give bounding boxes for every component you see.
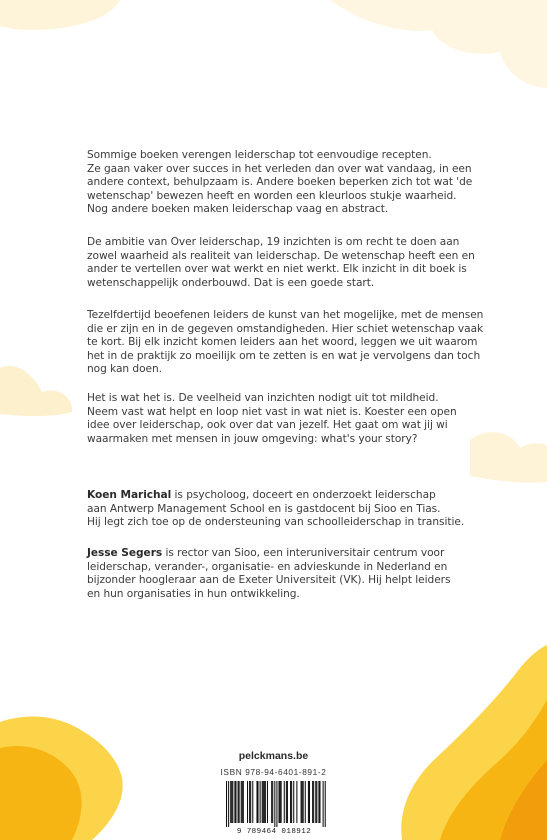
barcode-bar bbox=[264, 781, 265, 823]
blurb-paragraph-1: Sommige boeken verengen leiderschap tot eenvoudige recepten. Ze gaan vaker over succes in het verleden dan over wat vandaag, in een andere context, behulpzaam is. Andere boeken beperken zich tot wat 'de wetenschap' bewezen heeft en worden een kleurloos stukje waarheid. Nog andere boeken maken leiderschap vaag en abstract. bbox=[87, 149, 473, 216]
barcode-bar bbox=[231, 781, 232, 823]
barcode-bar bbox=[272, 781, 273, 823]
author-bio-text: is psycholoog, doceert en onderzoekt leiderschap aan Antwerp Management School en is gastdocent bij Sioo en Tias. Hij legt zich toe op de ondersteuning van schoolleiderschap in transitie. bbox=[87, 489, 465, 529]
barcode-bar bbox=[301, 781, 302, 823]
barcode-bar bbox=[284, 781, 285, 823]
author-bio-text: is rector van Sioo, een interuniversitair centrum voor leiderschap, verander-, organisatie- en advieskunde in Nederland en bijzonder hoogleraar aan de Exeter Universiteit (VK). Hij helpt leiders en hun organisaties in hun ontwikkeling. bbox=[87, 547, 451, 600]
barcode-bar bbox=[312, 781, 313, 823]
barcode-bar bbox=[323, 781, 324, 827]
barcode-bar bbox=[258, 781, 259, 823]
blurb-paragraph-4: Het is wat het is. De veelheid van inzichten nodigt uit tot mildheid. Neem vast wat helpt en loop niet vast in wat niet is. Koester een open idee over leiderschap, ook over dat van jezelf. Het gaat om wat jij wi waarmaken met mensen in jouw omgeving: what's your story? bbox=[87, 392, 457, 445]
barcode-bar bbox=[316, 781, 317, 823]
barcode-bar bbox=[325, 781, 326, 827]
barcode-bar bbox=[228, 781, 229, 827]
cloud-top-right bbox=[330, 0, 547, 88]
barcode-bar bbox=[243, 781, 244, 823]
barcode-bar bbox=[293, 781, 294, 823]
barcode-bar bbox=[265, 781, 266, 823]
blurb-paragraph-2: De ambitie van Over leiderschap, 19 inzichten is om recht te doen aan zowel waarheid als realiteit van leiderschap. De wetenschap heeft een en ander te vertellen over wat werkt en niet werkt. Elk inzicht in dit boek is wetenschappelijk onderbouwd. Dat is een goede start. bbox=[87, 236, 475, 289]
cloud-mid-left bbox=[0, 366, 72, 416]
barcode-bar bbox=[252, 781, 253, 823]
author-bio-jesse bbox=[87, 547, 487, 601]
barcode-bar bbox=[226, 781, 227, 827]
barcode-bar bbox=[319, 781, 320, 823]
barcode-bar bbox=[249, 781, 250, 823]
barcode-bar bbox=[279, 781, 280, 823]
barcode-bar bbox=[296, 781, 297, 823]
barcode-bar bbox=[291, 781, 292, 823]
cloud-top-left bbox=[0, 0, 120, 30]
barcode-bar bbox=[290, 781, 291, 823]
barcode-digits: 9 789464 018912 bbox=[236, 828, 312, 835]
barcode-bar bbox=[313, 781, 314, 823]
barcode-bar bbox=[267, 781, 268, 823]
barcode-bar bbox=[241, 781, 242, 823]
barcode-bar bbox=[286, 781, 287, 823]
author-name: Jesse Segers bbox=[87, 547, 163, 559]
barcode-bar bbox=[235, 781, 236, 823]
barcode-bar bbox=[250, 781, 251, 823]
barcode-bar bbox=[239, 781, 240, 823]
barcode-bar bbox=[234, 781, 235, 823]
barcode-bar bbox=[271, 781, 272, 823]
author-name: Koen Marichal bbox=[87, 489, 172, 501]
barcode-bar bbox=[274, 781, 275, 827]
isbn-label: ISBN 978-94-6401-891-2 bbox=[220, 767, 327, 777]
barcode-bar bbox=[315, 781, 316, 823]
isbn-barcode bbox=[219, 779, 329, 835]
barcode-bar bbox=[280, 781, 281, 823]
barcode-bar bbox=[247, 781, 248, 823]
barcode-bar bbox=[232, 781, 233, 823]
barcode-bar bbox=[302, 781, 303, 823]
barcode-bar bbox=[305, 781, 306, 823]
barcode-bar bbox=[238, 781, 239, 823]
publisher-website: pelckmans.be bbox=[238, 750, 309, 762]
barcode-bar bbox=[318, 781, 319, 823]
barcode-bar bbox=[281, 781, 282, 823]
barcode-bar bbox=[260, 781, 261, 823]
barcode-bar bbox=[276, 781, 277, 827]
blurb-paragraph-3: Tezelfdertijd beoefenen leiders de kunst van het mogelijke, met de mensen die er zijn en in de gegeven omstandigheden. Hier schiet wetenschap vaak te kort. Bij elk inzicht komen leiders aan het woord, leggen we uit waarom het in de praktijk zo moeilijk om te zetten is en wat je vervolgens dan toch nog kan doen. bbox=[87, 309, 484, 376]
barcode-bar bbox=[263, 781, 264, 823]
barcode-bar bbox=[287, 781, 288, 823]
barcode-bar bbox=[256, 781, 257, 823]
author-bio-koen bbox=[87, 489, 487, 530]
barcode-bar bbox=[262, 781, 263, 823]
barcode-bar bbox=[230, 781, 231, 823]
barcode-bar bbox=[303, 781, 304, 823]
barcode-bar bbox=[242, 781, 243, 823]
barcode-bar bbox=[308, 781, 309, 823]
barcode-bar bbox=[309, 781, 310, 823]
